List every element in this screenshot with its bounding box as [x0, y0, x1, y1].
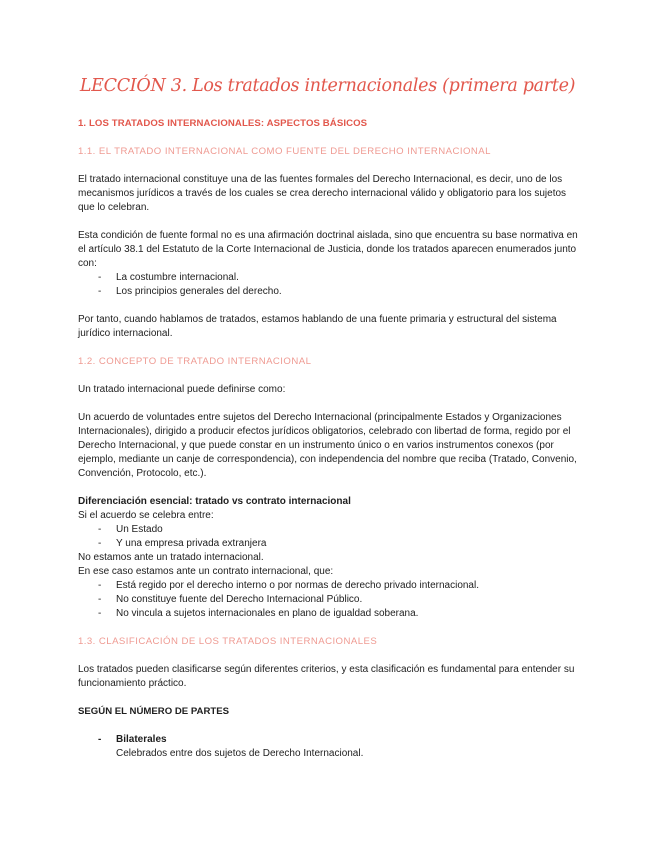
- section-1-1-paragraph-1: El tratado internacional constituye una de las fuentes formales del Derecho Internacional, es decir, uno de los mecanismos jurídicos a través de los cuales se crea derecho internacional válido y obligatorio para los sujetos que lo celebran.: [78, 174, 567, 213]
- section-1-1-paragraph-3: Por tanto, cuando hablamos de tratados, estamos hablando de una fuente primaria y estructural del sistema jurídico internacional.: [78, 314, 557, 339]
- section-1-heading: 1. LOS TRATADOS INTERNACIONALES: ASPECTOS BÁSICOS: [78, 118, 368, 129]
- bilateral-title: Bilaterales: [116, 734, 167, 745]
- differentiation-line-1: Si el acuerdo se celebra entre:: [78, 510, 214, 521]
- section-1-1-paragraph-2: Esta condición de fuente formal no es una afirmación doctrinal aislada, sino que encuentra su base normativa en el artículo 38.1 del Estatuto de la Corte Internacional de Justicia, donde los tratados aparecen enumerados junto con:: [78, 230, 578, 269]
- list-dash: -: [98, 734, 102, 745]
- list-item: - Los principios generales del derecho.: [78, 285, 578, 299]
- bilateral-item: [78, 733, 578, 761]
- list-item: - Un Estado: [78, 523, 578, 537]
- list-item: - Y una empresa privada extranjera: [78, 537, 578, 551]
- list-item: - La costumbre internacional.: [78, 271, 578, 285]
- section-1-2-paragraph-2: Un acuerdo de voluntades entre sujetos del Derecho Internacional (principalmente Estados y Organizaciones Internacionales), dirigido a producir efectos jurídicos obligatorios, celebrado con libertad de forma, regido por el Derecho Internacional, y que puede constar en un instrumento único o en varios instrumentos conexos (por ejemplo, mediante un canje de correspondencia), con independencia del nombre que reciba (Tratado, Convenio, Convención, Protocolo, etc.).: [78, 412, 577, 479]
- by-number-of-parties-heading: SEGÚN EL NÚMERO DE PARTES: [78, 706, 230, 717]
- list-item: - No constituye fuente del Derecho Internacional Público.: [78, 593, 578, 607]
- list-item: - No vincula a sujetos internacionales en plano de igualdad soberana.: [78, 607, 578, 621]
- differentiation-list-2: [78, 579, 578, 621]
- section-1-1-heading: 1.1. EL TRATADO INTERNACIONAL COMO FUENTE DEL DERECHO INTERNACIONAL: [78, 146, 491, 157]
- section-1-2-heading: 1.2. CONCEPTO DE TRATADO INTERNACIONAL: [78, 356, 312, 367]
- section-1-2-paragraph-1: Un tratado internacional puede definirse como:: [78, 384, 286, 395]
- section-1-3-paragraph-1: Los tratados pueden clasificarse según diferentes criterios, y esta clasificación es fundamental para entender su funcionamiento práctico.: [78, 664, 575, 689]
- differentiation-line-3: En ese caso estamos ante un contrato internacional, que:: [78, 566, 334, 577]
- list-item: - Está regido por el derecho interno o por normas de derecho privado internacional.: [78, 579, 578, 593]
- sources-list: [78, 271, 578, 299]
- differentiation-line-2: No estamos ante un tratado internacional.: [78, 552, 264, 563]
- differentiation-list-1: [78, 523, 578, 551]
- document-title: LECCIÓN 3. Los tratados internacionales (primera parte): [79, 76, 576, 96]
- section-1-3-heading: 1.3. CLASIFICACIÓN DE LOS TRATADOS INTERNACIONALES: [78, 636, 378, 647]
- document-body: [78, 117, 578, 761]
- bilateral-description: Celebrados entre dos sujetos de Derecho Internacional.: [116, 748, 364, 759]
- differentiation-title: Diferenciación esencial: tratado vs contrato internacional: [78, 496, 351, 507]
